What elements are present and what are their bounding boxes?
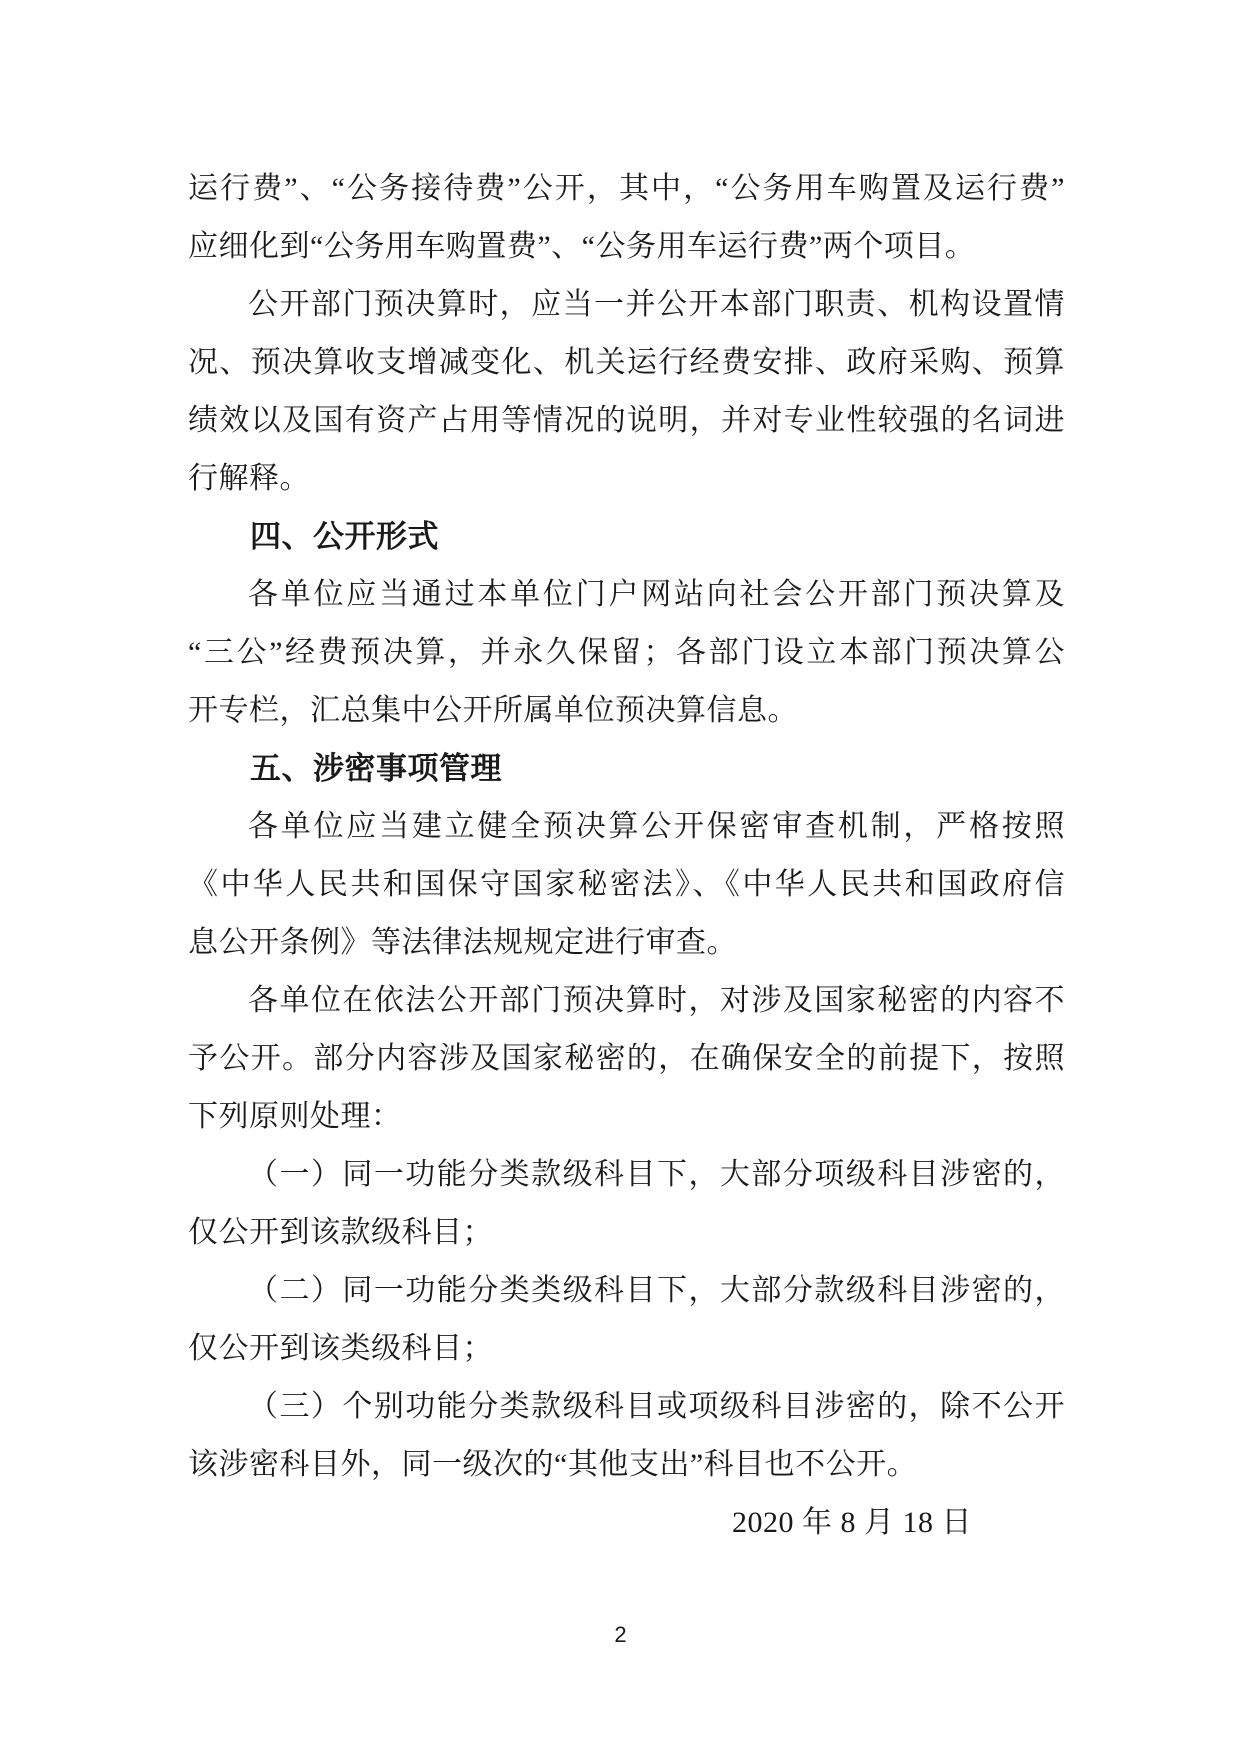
document-body [188, 160, 1065, 1552]
document-line: 该涉密科目外，同一级次的“其他支出”科目也不公开。 [188, 1448, 918, 1481]
document-line: 各单位应当建立健全预决算公开保密审查机制，严格按照 [248, 810, 1065, 843]
document-line: 各单位应当通过本单位门户网站向社会公开部门预决算及 [248, 578, 1065, 611]
document-line: 下列原则处理： [188, 1100, 402, 1133]
document-line: 公开部门预决算时，应当一并公开本部门职责、机构设置情 [248, 288, 1065, 321]
document-line: 各单位在依法公开部门预决算时，对涉及国家秘密的内容不 [248, 984, 1065, 1017]
date-line: 2020 年 8 月 18 日 [732, 1506, 972, 1539]
document-line: 行解释。 [188, 462, 310, 495]
document-line: 仅公开到该类级科目； [188, 1332, 493, 1365]
section-heading: 四、公开形式 [250, 519, 439, 554]
document-line: 运行费”、“公务接待费”公开，其中，“公务用车购置及运行费” [188, 172, 1065, 205]
page-number: 2 [614, 1622, 627, 1647]
document-line: 应细化到“公务用车购置费”、“公务用车运行费”两个项目。 [188, 230, 976, 263]
document-line: 仅公开到该款级科目； [188, 1216, 493, 1249]
document-line: （一）同一功能分类款级科目下，大部分项级科目涉密的， [248, 1158, 1065, 1191]
document-line: 况、预决算收支增减变化、机关运行经费安排、政府采购、预算 [188, 346, 1065, 379]
document-line: “三公”经费预决算，并永久保留；各部门设立本部门预决算公 [188, 636, 1065, 669]
document-line: 开专栏，汇总集中公开所属单位预决算信息。 [188, 694, 798, 727]
document-line: （二）同一功能分类类级科目下，大部分款级科目涉密的， [248, 1274, 1065, 1307]
section-heading: 五、涉密事项管理 [250, 751, 502, 786]
document-line: 《中华人民共和国保守国家秘密法》、《中华人民共和国政府信 [188, 868, 1065, 901]
document-line: 绩效以及国有资产占用等情况的说明，并对专业性较强的名词进 [188, 404, 1065, 437]
document-line: 予公开。部分内容涉及国家秘密的，在确保安全的前提下，按照 [188, 1042, 1065, 1075]
document-line: 息公开条例》等法律法规规定进行审查。 [188, 926, 737, 959]
document-line: （三）个别功能分类款级科目或项级科目涉密的，除不公开 [248, 1390, 1065, 1423]
